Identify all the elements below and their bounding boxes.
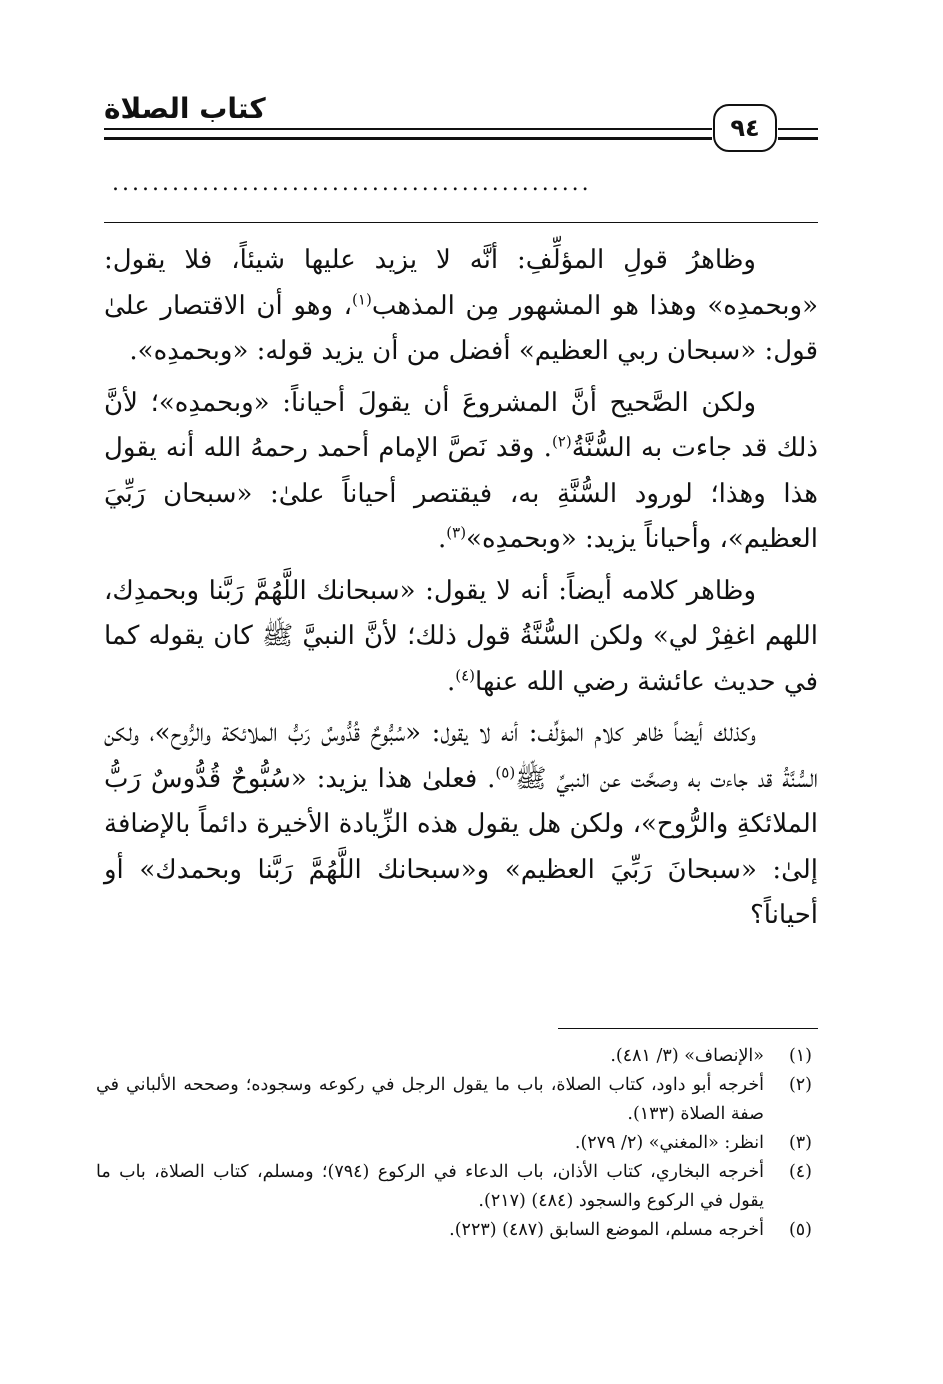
footnote-number: (٣) bbox=[788, 1133, 812, 1153]
footnote-ref-3[interactable]: (٣) bbox=[446, 523, 467, 542]
header-rule-right-lower bbox=[778, 137, 818, 140]
footnote-text: أخرجه البخاري، كتاب الأذان، باب الدعاء في الركوع (٧٩٤)؛ ومسلم، كتاب الصلاة، باب ما يقول في الركوع والسجود (٤٨٤) (٢١٧). bbox=[96, 1162, 764, 1211]
paragraph-4-text-b: . فعلىٰ هذا يزيد: «سُبُّوحٌ قُدُّوسٌ رَبُّ الملائكةِ والرُّوح»، ولكن هل يقول هذه الزِّيادة الأخيرة دائماً بالإضافة إلىٰ: «سبحانَ رَبِّيَ العظيم» و«سبحانك اللَّهُمَّ رَبَّنا وبحمدك» أو أحياناً؟ bbox=[104, 763, 818, 930]
footnote-separator bbox=[558, 1028, 818, 1029]
paragraph-1-text-a: وظاهرُ قولِ المؤلِّفِ: أنَّه لا يزيد عليها شيئاً، فلا يقول: «وبحمدِه» وهذا هو المشهور مِن المذهب bbox=[104, 245, 819, 321]
footnote-ref-1[interactable]: (١) bbox=[352, 289, 372, 308]
footnote-item bbox=[96, 1216, 818, 1245]
footnote-text: انظر: «المغني» (٢/ ٢٧٩). bbox=[574, 1133, 764, 1153]
paragraph-3 bbox=[104, 569, 818, 706]
footnote-number: (٤) bbox=[788, 1162, 812, 1182]
footnote-number: (٥) bbox=[788, 1220, 812, 1240]
paragraph-2-text-a: ولكن الصَّحيح أنَّ المشروعَ أن يقولَ أحياناً: «وبحمدِه»؛ لأنَّ ذلك قد جاءت به السُّنَّةُ bbox=[104, 387, 818, 463]
footnote-item bbox=[96, 1158, 818, 1216]
paragraph-3-text-a: وظاهر كلامه أيضاً: أنه لا يقول: «سبحانك اللَّهُمَّ رَبَّنا وبحمدِك، اللهم اغفِرْ لي» ولكن السُّنَّةُ قول ذلك؛ لأنَّ النبيَّ ﷺ كان يقوله كما في حديث عائشة رضي الله عنها bbox=[104, 575, 818, 697]
paragraph-1-text-b: ، وهو أن الاقتصار علىٰ قول: «سبحان ربي العظيم» أفضل من أن يزيد قوله: «وبحمدِه». bbox=[104, 290, 818, 366]
paragraph-2-text-c: . bbox=[438, 524, 447, 554]
footnotes bbox=[96, 1042, 818, 1245]
paragraph-4 bbox=[104, 711, 818, 939]
paragraph-2 bbox=[104, 381, 818, 563]
page-number-badge: ٩٤ bbox=[713, 104, 777, 152]
paragraph-2-text-b: . وقد نَصَّ الإمام أحمد رحمهُ الله أنه يقول هذا وهذا؛ لورود السُّنَّةِ به، فيقتصر أحياناً علىٰ: «سبحان رَبِّيَ العظيم»، وأحياناً يزيد: «وبحمدِه» bbox=[104, 433, 818, 554]
footnote-ref-2[interactable]: (٢) bbox=[551, 432, 572, 451]
footnote-item bbox=[96, 1042, 818, 1071]
running-header-title: كتاب الصلاة bbox=[104, 92, 266, 125]
paragraph-1 bbox=[104, 238, 818, 375]
footnote-number: (١) bbox=[788, 1046, 812, 1066]
footnote-text: «الإنصاف» (٣/ ٤٨١). bbox=[610, 1046, 764, 1066]
footnote-number: (٢) bbox=[788, 1075, 812, 1095]
paragraph-3-text-b: . bbox=[446, 666, 456, 697]
header-rule-lower bbox=[104, 137, 712, 140]
footnote-ref-5[interactable]: (٥) bbox=[495, 762, 516, 781]
footnote-item bbox=[96, 1071, 818, 1129]
main-text bbox=[104, 238, 818, 945]
footnote-text: أخرجه أبو داود، كتاب الصلاة، باب ما يقول الرجل في ركوعه وسجوده؛ وصححه الألباني في صفة الصلاة (١٣٣). bbox=[96, 1075, 764, 1124]
paragraph-4-text-a: وكذلك أيضاً ظاهر كلام المؤلِّف: أنه لا يقول: «سُبُّوحٌ قُدُّوسٌ رَبُّ الملائكة والرُّوح»، ولكن السُّنَّةُ قد جاءت به وصحَّت عن النبيِّ ﷺ bbox=[104, 718, 818, 794]
footnote-text: أخرجه مسلم، الموضع السابق (٤٨٧) (٢٢٣). bbox=[449, 1220, 764, 1240]
header-rule-right-upper bbox=[778, 128, 818, 130]
header-rule-upper bbox=[104, 128, 712, 130]
body-top-rule bbox=[104, 222, 818, 223]
footnote-item bbox=[96, 1129, 818, 1158]
footnote-ref-4[interactable]: (٤) bbox=[455, 665, 476, 684]
dotted-separator: ................................................ bbox=[112, 172, 592, 196]
